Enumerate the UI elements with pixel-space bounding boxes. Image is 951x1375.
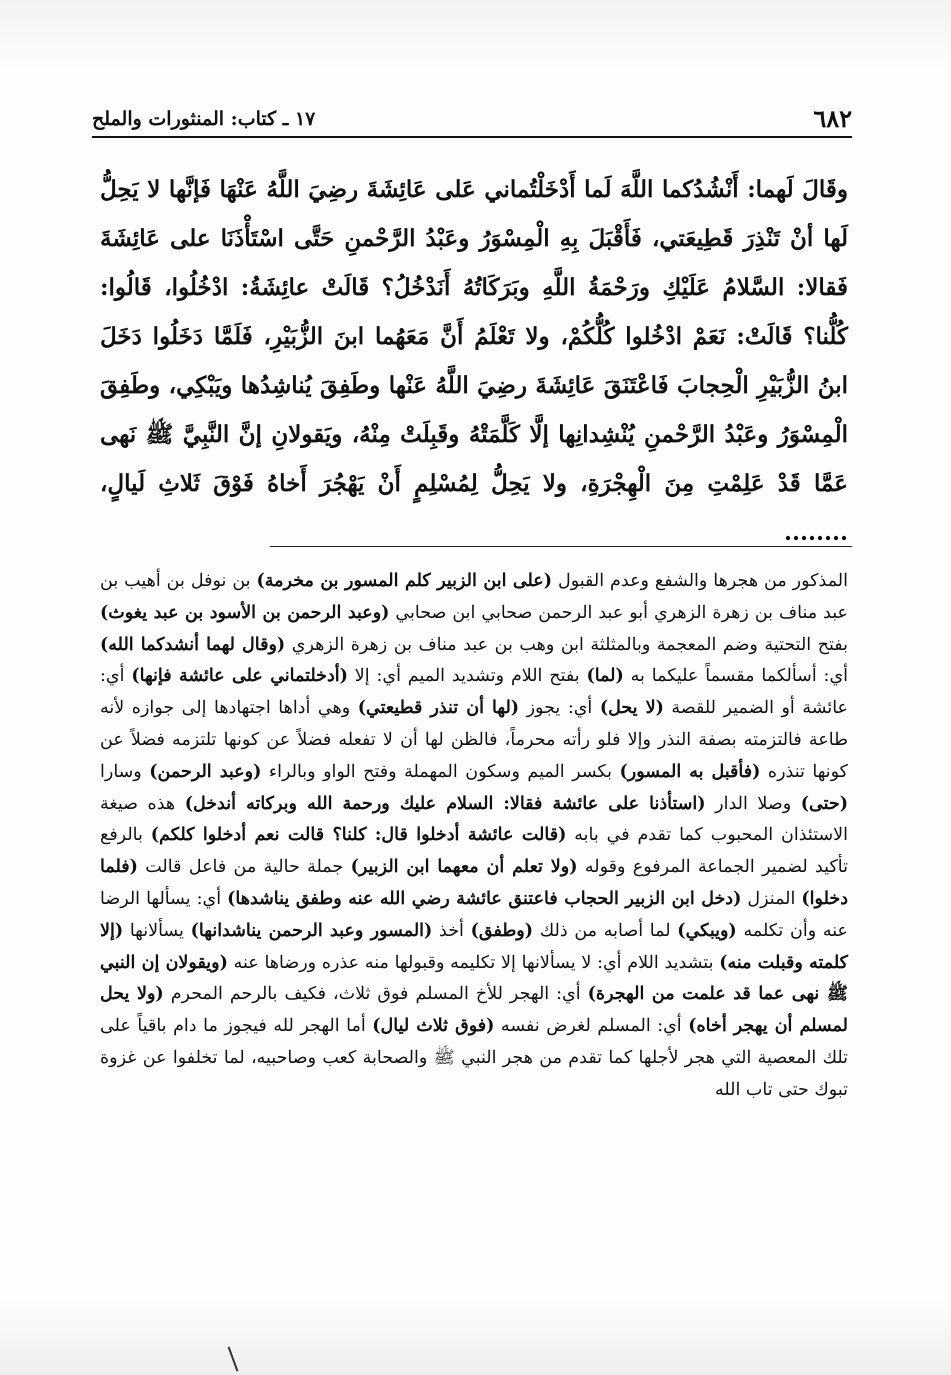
commentary-text [100, 566, 848, 1107]
commentary-phrase: أي: يجوز [519, 698, 600, 719]
quoted-phrase: (وقال لهما أنشدكما الله) [100, 634, 286, 655]
quoted-phrase: (حتى) [800, 793, 849, 814]
commentary-phrase: بكسر الميم وسكون المهملة وفتح الواو وبالراء [261, 761, 620, 782]
commentary-phrase: وهي أداها اجتهادها إلى جوازه لأنه طاعة فالتزمته بصفة النذر وإلا فلو رأته محرماً، فالظن لها أن لا تفعله فضلاً عن كونها تلتزمه فضلاً عن كونها تنذره [100, 698, 849, 782]
commentary-phrase: أي: أسألكما مقسماً عليكما به [623, 666, 848, 687]
commentary-phrase: أخذ [432, 920, 471, 941]
hadith-text: وقَالَ لَهما: أَنْشُدُكما اللَّهَ لَما أَدْخَلْتُماني عَلى عَائِشَةَ رضِيَ اللَّهُ عَنْهَا فَإنَّها لا يَحِلُّ لَها أنْ تَنْذِرَ قَطِيعَتي، فَأَقْبَلَ بِهِ الْمِسْوَرُ وعَبْدُ الرَّحْمنِ حَتَّى اسْتَأْذَنَا على عَائِشَةَ فَقالا: السَّلامُ عَلَيْكِ ورَحْمَةُ اللَّهِ وبَرَكَاتُهُ أَنَدْخُلُ؟ قَالَتْ عائِشَةُ: ادْخُلُوا، قَالُوا: كُلُّنا؟ قَالَتْ: نَعَمْ ادْخُلوا كُلُّكُمْ، ولا تَعْلَمُ أَنَّ مَعَهُما ابنَ الزُّبَيْرِ، فَلَمَّا دَخَلُوا دَخَلَ ابنُ الزُّبَيْرِ الْحِجابَ فَاعْتَنَقَ عَائِشَةَ رضِيَ اللَّهُ عَنْها وطَفِقَ يُناشِدُها ويَبْكِي، وطَفِقَ الْمِسْوَرُ وعَبْدُ الرَّحْمنِ يُنْشِدانِها إلَّا كَلَّمَتْهُ وقَبِلَتْ مِنْهُ، ويَقولانِ إنَّ النَّبِيَّ ﷺ نَهى عَمَّا قَدْ عَلِمْتِ مِنَ الْهِجْرَةِ، ولا يَحِلُّ لِمُسْلِمٍ أَنْ يَهْجُرَ أَخاهُ فَوْقَ ثَلاثِ لَيالٍ، ........ [100, 176, 848, 546]
quoted-phrase: (أدخلتماني على عائشة فإنها) [131, 666, 348, 687]
scan-shadow-top [0, 0, 951, 70]
quoted-phrase: (دخل ابن الزبير الحجاب فاعتنق عائشة رضي الله عنه وطفق يناشدها) [227, 888, 742, 909]
quoted-phrase: (استأذنا على عائشة فقالا: السلام عليك ورحمة الله وبركاته أندخل) [184, 793, 706, 814]
running-title: ١٧ ـ كتاب: المنثورات والملح [92, 108, 316, 130]
quoted-phrase: (وعبد الرحمن بن الأسود بن عبد يغوث) [100, 602, 390, 623]
quoted-phrase: (لما) [586, 666, 624, 687]
quoted-phrase: (ولا يحل لمسلم أن يهجر أخاه) [100, 984, 848, 1037]
commentary-phrase: المذكور من هجرها والشفع وعدم القبول [552, 571, 848, 591]
footnote-separator [270, 546, 852, 547]
commentary-phrase: أي: الهجر للأخ المسلم فوق ثلاث، فكيف بالرحم المحرم [163, 984, 588, 1005]
commentary-phrase: هذه صيغة الاستئذان المحبوب كما تقدم في بابه [100, 793, 849, 846]
commentary-phrase: المنزل [741, 888, 802, 909]
commentary-phrase: بن نوفل بن أهيب بن عبد مناف بن زهرة الزهري أبو عبد الرحمن صحابي ابن صحابي [100, 571, 848, 623]
quoted-phrase: (فأقبل به المسور) [619, 761, 761, 782]
commentary-phrase: بتشديد اللام أي: لا يسألانها إلا تكليمه وقبولها منه عذره ورضاها عنه [227, 952, 720, 973]
quoted-phrase: (وعبد الرحمن) [149, 761, 262, 782]
commentary-phrase: أي: عائشة أو الضمير للقصة [100, 666, 848, 719]
commentary-phrase: لما أصابه من ذلك [533, 920, 678, 941]
quoted-phrase: (لها أن تنذر قطيعتي) [357, 698, 520, 719]
quoted-phrase: (وطفق) [470, 920, 534, 941]
commentary-phrase: يسألانها [123, 920, 191, 941]
quoted-phrase: (المسور وعبد الرحمن يناشدانها) [190, 920, 433, 941]
quoted-phrase: (قالت عائشة أدخلوا قال: كلنا؟ قالت نعم أدخلوا كلكم) [150, 825, 567, 846]
commentary-phrase: بالرفع تأكيد لضمير الجماعة المرفوع وقوله [100, 825, 849, 878]
quoted-phrase: (فوق ثلاث ليال) [372, 1016, 495, 1037]
quoted-phrase: (ولا تعلم أن معهما ابن الزبير) [350, 857, 578, 878]
commentary-phrase: وصلا الدار [705, 793, 801, 814]
quoted-phrase: (ويبكي) [677, 920, 737, 941]
commentary-phrase: وسارا [100, 761, 150, 782]
page-number: ٦٨٢ [813, 104, 852, 133]
scan-shadow-bottom [0, 1300, 951, 1375]
quoted-phrase: (على ابن الزبير كلم المسور بن مخرمة) [256, 571, 553, 591]
commentary-phrase: أما الهجر لله فيجوز ما دام باقياً على تلك المعصية التي هجر لأجلها كما تقدم من هجر النبي ﷺ والصحابة كعب وصاحبيه، لما تخلفوا عن غزوة تبوك حتى تاب الله [100, 1016, 848, 1100]
commentary-phrase: أي: يسألها الرضا عنه وأن تكلمه [100, 888, 848, 941]
quoted-phrase: (فلما دخلوا) [100, 857, 848, 909]
commentary-phrase: بفتح اللام وتشديد الميم أي: إلا [347, 666, 587, 687]
quoted-phrase: (إلا كلمته وقبلت منه) [100, 920, 848, 973]
page-header [92, 96, 852, 136]
header-rule [92, 136, 852, 138]
commentary-phrase: أي: المسلم لغرض نفسه [494, 1016, 689, 1037]
commentary-phrase: جملة حالية من فاعل قالت [137, 857, 351, 878]
quoted-phrase: (ويقولان إن النبي ﷺ نهى عما قد علمت من الهجرة) [100, 952, 848, 1005]
commentary-phrase: بفتح التحتية وضم المعجمة وبالمثلثة ابن وهب بن عبد مناف بن زهرة الزهري [285, 634, 849, 655]
quoted-phrase: (لا يحل) [599, 698, 664, 719]
